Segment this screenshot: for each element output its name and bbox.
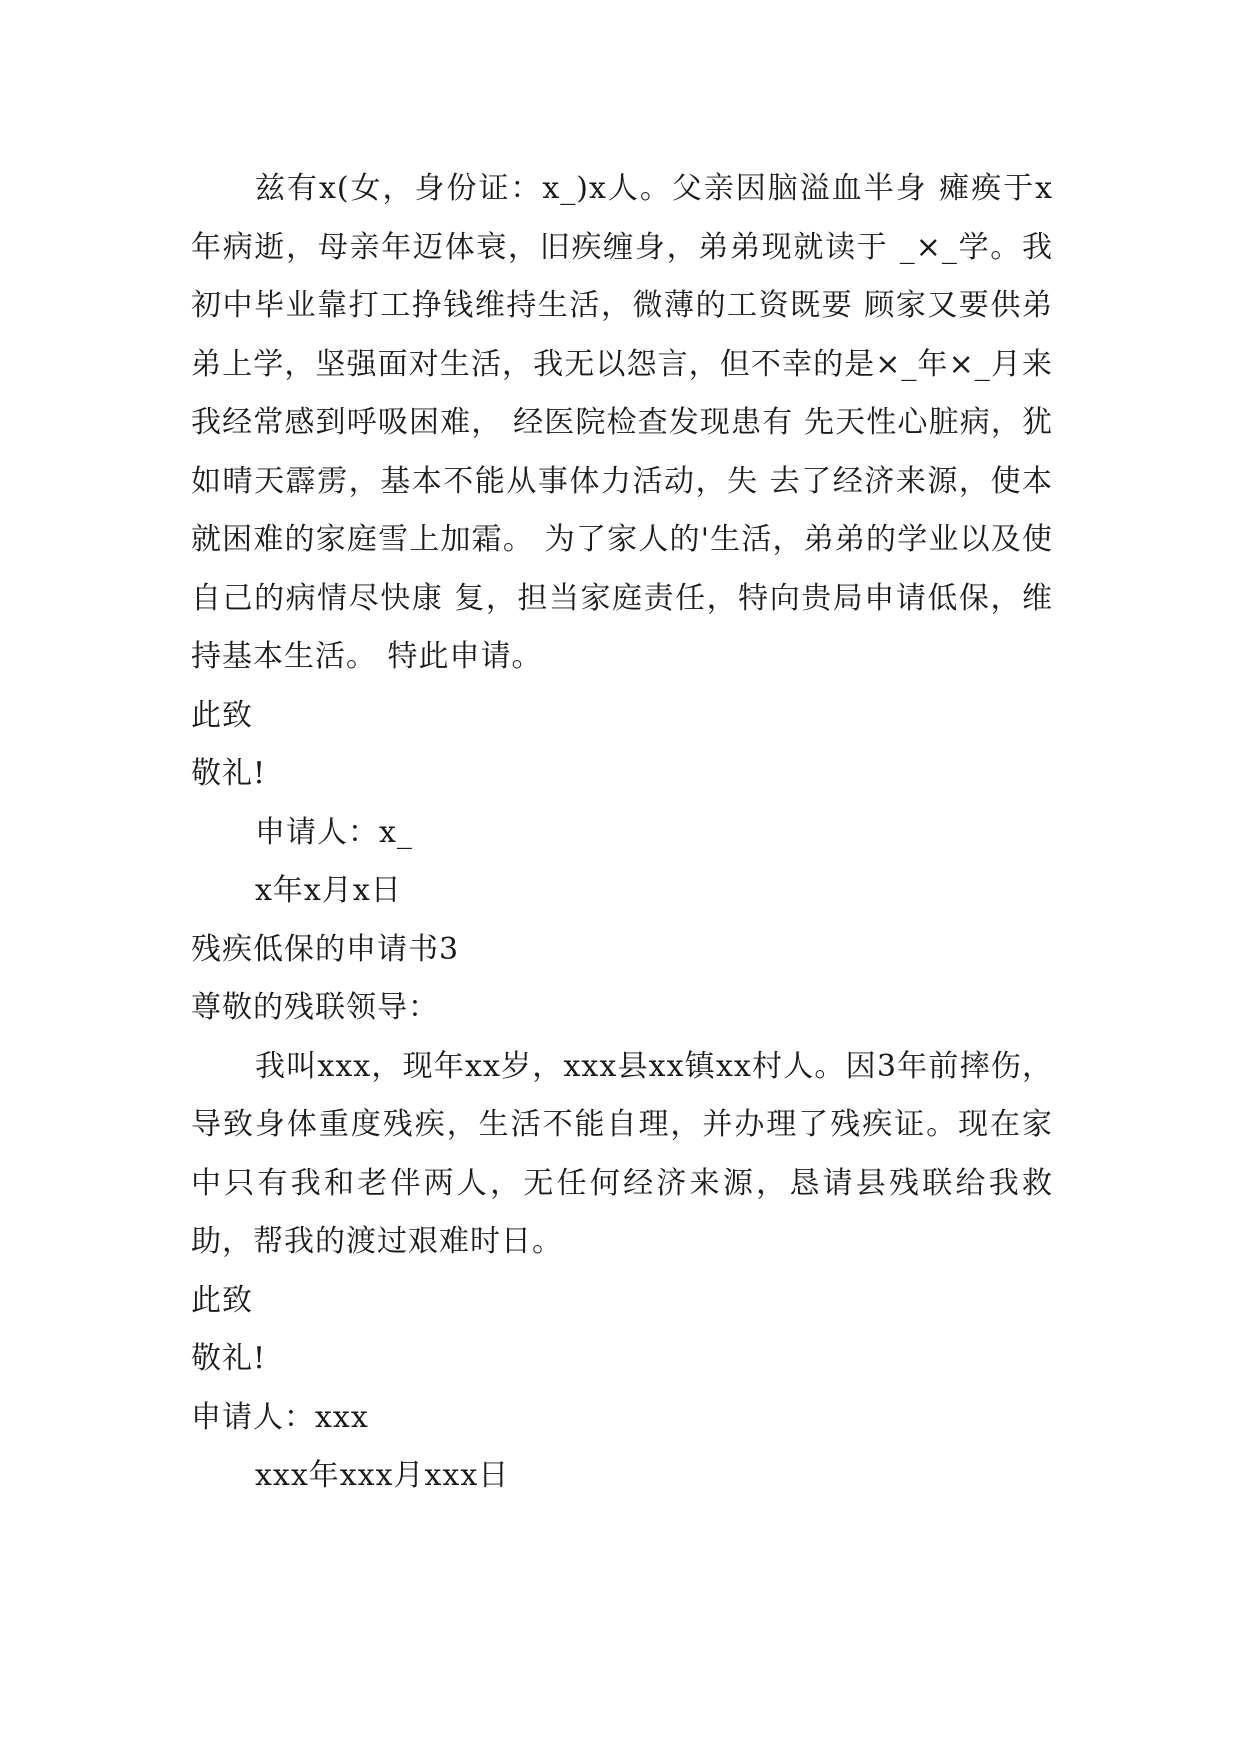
application-body-1: 兹有x(女，身份证：x_)x人。父亲因脑溢血半身 瘫痪于x年病逝，母亲年迈体衰，旧疾缠身，弟弟现就读于 _×_学。我初中毕业靠打工挣钱维持生活，微薄的工资既要 顾家又要供弟弟上学，坚强面对生活，我无以怨言，但不幸的是×_年×_月来我经常感到呼吸困难， 经医院检查发现患有 先天性心脏病，犹如晴天霹雳，基本不能从事体力活动，失 去了经济来源，使本就困难的家庭雪上加霜。 为了家人的'生活，弟弟的学业以及使自己的病情尽快康 复，担当家庭责任，特向贵局申请低保，维持基本生活。 特此申请。 xyxy=(191,171,1053,674)
section-title: 残疾低保的申请书3 xyxy=(191,931,460,967)
salutation: 尊敬的残联领导： xyxy=(191,990,439,1025)
closing-line-1: 此致 xyxy=(191,697,253,733)
applicant-line-1: 申请人：x_ xyxy=(255,814,413,850)
date-line-1: x年x月x日 xyxy=(255,873,402,908)
document-content xyxy=(191,160,1053,1506)
applicant-line-2: 申请人：xxx xyxy=(191,1399,369,1435)
date-line-2: xxx年xxx月xxx日 xyxy=(255,1458,510,1493)
application-body-2: 我叫xxx，现年xx岁，xxx县xx镇xx村人。因3年前摔伤，导致身体重度残疾，生活不能自理，并办理了残疾证。现在家中只有我和老伴两人，无任何经济来源，恳请县残联给我救助，帮我的渡过艰难时日。 xyxy=(191,1048,1053,1259)
closing-line-2: 敬礼! xyxy=(191,756,267,791)
closing-line-4: 敬礼! xyxy=(191,1341,267,1376)
closing-line-3: 此致 xyxy=(191,1282,253,1318)
